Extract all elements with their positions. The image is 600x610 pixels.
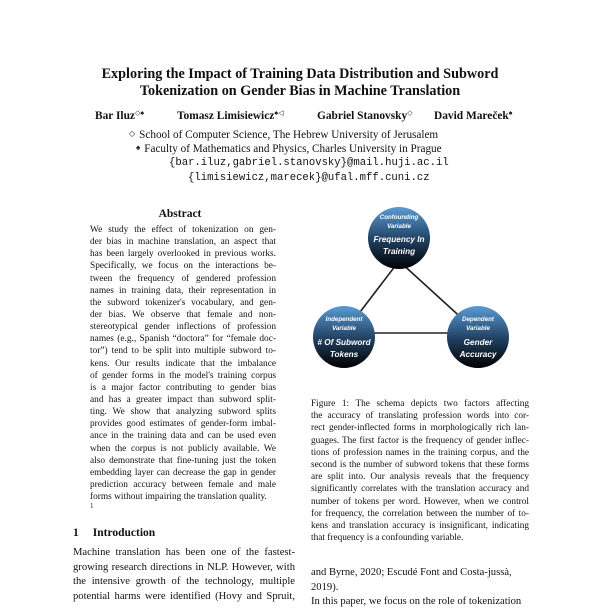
text-line: are split into. Our analysis reveals that the frequency	[311, 472, 529, 483]
node-role-word: Variable	[387, 223, 411, 230]
abstract-line: of gender forms in the model's training corpus	[90, 370, 276, 381]
text-line: tions of profession names in the training corpus, and the	[311, 447, 529, 458]
node-role-word: Independent	[325, 316, 363, 323]
author-name: Tomasz Limisiewicz♠◁	[177, 109, 284, 122]
abstract-line: der bias in machine translation, an aspect that	[90, 237, 276, 248]
node-frequency-in-training	[368, 207, 430, 269]
text-line: 2019).	[311, 581, 339, 593]
text-line: kens and translation accuracy is insignificant, indicating	[311, 520, 529, 531]
node-role-word: Variable	[466, 325, 490, 332]
abstract-line: has been largely overlooked in previous works.	[90, 249, 276, 260]
text-line: Machine translation has been one of the fastest-	[73, 547, 295, 558]
node-subword-tokens	[313, 306, 375, 368]
text-line: guages. The first factor is the frequency of gender inflec-	[311, 435, 529, 446]
right-column-text	[311, 566, 529, 610]
abstract-heading: Abstract	[158, 208, 202, 220]
figure-caption	[311, 398, 529, 544]
abstract-line: der bias. We observe that female and non-	[90, 309, 276, 320]
abstract-line: also demonstrate that fine-tuning just the token	[90, 455, 276, 466]
affiliation: ◇ School of Computer Science, The Hebrew University of Jerusalem	[129, 129, 439, 141]
intro-paragraph	[73, 546, 295, 604]
abstract-line: names in training data, their representation in	[90, 285, 276, 296]
text-line: second is the number of subword tokens that these forms	[311, 459, 529, 470]
author-name: Gabriel Stanovsky◇	[317, 109, 413, 122]
abstract-line: names (e.g., Spanish “doctora” for “female doc-	[90, 334, 276, 345]
node-label-line: Accuracy	[459, 350, 497, 359]
title-line-1: Exploring the Impact of Training Data Distribution and Subword	[101, 66, 499, 82]
abstract-line: Specifically, we focus on the interactions be-	[90, 261, 276, 272]
text-line: rect gender-inflected forms in morphologically rich lan-	[311, 423, 529, 434]
author-list	[40, 109, 560, 125]
title-line-2: Tokenization on Gender Bias in Machine Translation	[139, 83, 461, 99]
abstract-line: stereotypical gender inflections of profession	[90, 322, 276, 333]
abstract-line: ance in the training data and can be used even	[90, 431, 276, 442]
affiliation: ♠ Faculty of Mathematics and Physics, Charles University in Prague	[136, 143, 442, 155]
text-line: and Byrne, 2020; Escudé Font and Costa-jussà,	[311, 567, 512, 578]
author-name: Bar Iluz◇♠	[95, 109, 145, 122]
node-role-word: Dependent	[462, 316, 494, 323]
node-role-word: Variable	[332, 325, 356, 332]
node-label-line: Training	[382, 247, 416, 256]
text-line: potential harms were identified (Hovy and Spruit,	[73, 590, 295, 602]
node-label-line: Frequency In	[373, 235, 425, 244]
abstract-line: ting. We show that analyzing subword splits	[90, 407, 276, 418]
footnote-mark: 1	[90, 502, 94, 510]
abstract-body	[90, 224, 276, 503]
text-line: number of tokens per word. However, when we control	[311, 496, 529, 507]
abstract-line: embedding layer can decrease the gap in gender	[90, 467, 276, 478]
text-line: Figure 1: The schema depicts two factors affecting	[311, 399, 529, 409]
node-label-line: # Of Subword	[317, 338, 371, 347]
node-label-line: Gender	[463, 338, 493, 347]
email: {bar.iluz,gabriel.stanovsky}@mail.huji.ac.il	[169, 157, 449, 169]
text-line: the accuracy of translating profession words into cor-	[311, 411, 529, 422]
text-line: In this paper, we focus on the role of tokenization	[311, 596, 522, 608]
abstract-line: when the corpus is not publicly available. We	[90, 443, 276, 454]
node-gender-accuracy	[447, 306, 509, 368]
section-number: 1	[73, 527, 79, 539]
text-line: that frequency is a confounding variable.	[311, 533, 464, 544]
causal-schema-figure	[300, 205, 520, 385]
abstract-line: the subword tokenizer's vocabulary, and gen-	[90, 297, 276, 308]
abstract-line: prediction accuracy between female and male	[90, 479, 276, 490]
abstract-line: and has a greater impact than subword split-	[90, 394, 276, 405]
text-line: the intensive growth of the technology, multiple	[73, 576, 295, 588]
section-heading	[73, 527, 155, 539]
abstract-line: forms without impairing the translation quality.	[90, 492, 267, 503]
author-name: David Mareček♠	[434, 109, 513, 122]
abstract-line: is a major factor contributing to gender bias	[90, 382, 276, 393]
abstract-line: kens. Our results indicate that the imbalance	[90, 358, 276, 369]
text-line: for frequency, the correlation between the number of to-	[311, 508, 529, 519]
node-label-line: Tokens	[329, 350, 359, 359]
abstract-line: We study the effect of tokenization on gen-	[90, 225, 276, 235]
email: {limisiewicz,marecek}@ufal.mff.cuni.cz	[188, 172, 430, 184]
section-title: Introduction	[92, 527, 156, 539]
abstract-line: tween the frequency of gendered profession	[90, 273, 276, 284]
text-line: significantly correlates with the translation accuracy and	[311, 484, 529, 495]
text-line: growing research directions in NLP. However, with	[73, 561, 295, 573]
abstract-line: provides good estimates of gender-form imbal-	[90, 419, 276, 430]
paper-title	[60, 66, 540, 100]
abstract-line: tor”) tend to be split into multiple subword to-	[90, 346, 276, 357]
node-role-word: Confounding	[379, 214, 419, 221]
